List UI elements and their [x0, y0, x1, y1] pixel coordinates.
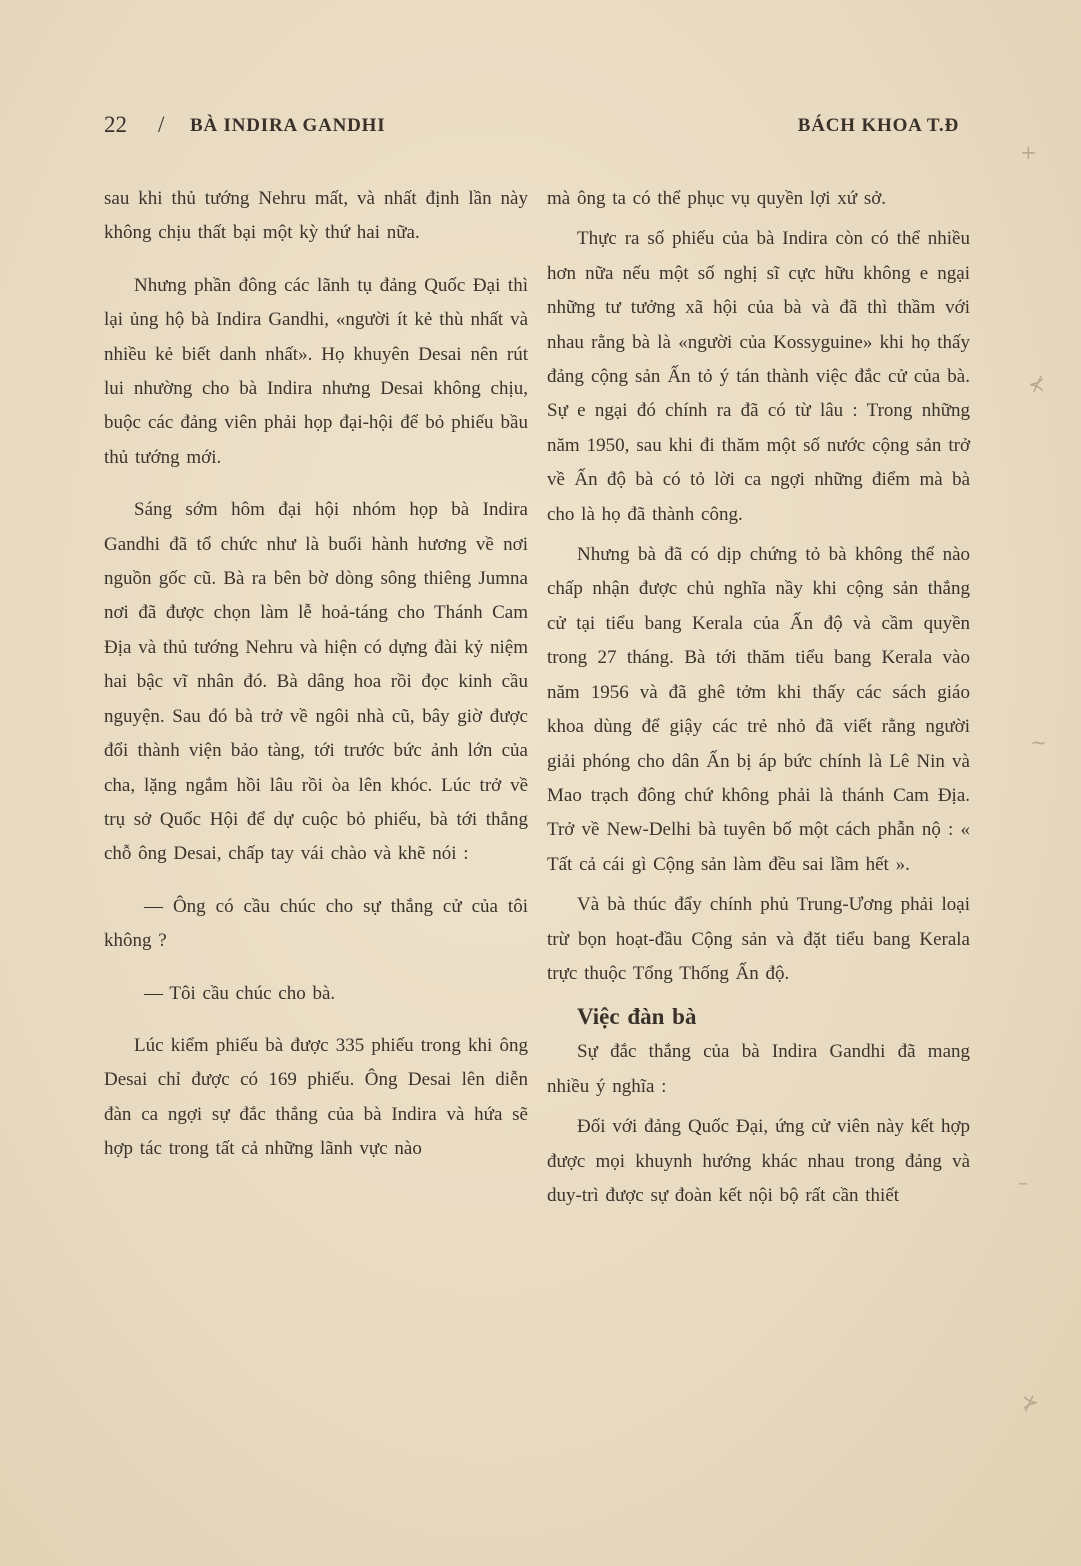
- paper-speck: ⊁: [1022, 1390, 1039, 1414]
- dialogue-line: — Ông có cầu chúc cho sự thắng cử của tôi không ?: [104, 895, 528, 952]
- paragraph: Và bà thúc đẩy chính phủ Trung-Ương phải loại trừ bọn hoạt-đầu Cộng sản và đặt tiểu bang Kerala trực thuộc Tổng Thống Ấn độ.: [547, 894, 970, 984]
- paragraph: Sáng sớm hôm đại hội nhóm họp bà Indira Gandhi đã tổ chức như là buổi hành hương về nơi nguồn gốc cũ. Bà ra bên bờ dòng sông thiêng Jumna nơi đã được chọn làm lễ hoả-táng cho Thánh Cam Địa và thủ tướng Nehru và hiện có dựng đài kỷ niệm hai bậc vĩ nhân đó. Bà dâng hoa rồi đọc kinh cầu nguyện. Sau đó bà trở về ngôi nhà cũ, bây giờ được đổi thành viện bảo tàng, tới trước bức ảnh lớn của cha, lặng ngắm hồi lâu rồi òa lên khóc. Lúc trở về trụ sở Quốc Hội để dự cuộc bỏ phiếu, bà tới thẳng chỗ ông Desai, chấp tay vái chào và khẽ nói :: [104, 499, 528, 865]
- paragraph: Lúc kiểm phiếu bà được 335 phiếu trong khi ông Desai chỉ được có 169 phiếu. Ông Desai lên diễn đàn ca ngợi sự đắc thắng của bà Indira và hứa sẽ hợp tác trong tất cả những lãnh vực nào: [104, 1034, 528, 1160]
- paragraph: sau khi thủ tướng Nehru mất, và nhất định lần này không chịu thất bại một kỳ thứ hai nữa.: [104, 188, 528, 244]
- paragraph: Đối với đảng Quốc Đại, ứng cử viên này kết hợp được mọi khuynh hướng khác nhau trong đảng và duy-trì được sự đoàn kết nội bộ rất cần thiết: [547, 1116, 970, 1206]
- dialogue-line: — Tôi cầu chúc cho bà.: [144, 982, 336, 1004]
- paragraph: Thực ra số phiếu của bà Indira còn có thể nhiều hơn nữa nếu một số nghị sĩ cực hữu không e ngại những tư tưởng xã hội của bà và đã thì thầm với nhau rằng bà là «người của Kossyguine» khi họ thấy đảng cộng sản Ấn tỏ ý tán thành việc đắc cử của bà. Sự e ngại đó chính ra đã có từ lâu : Trong những năm 1950, sau khi đi thăm một số nước cộng sản trở về Ấn độ bà có tỏ lời ca ngợi những điểm mà bà cho là họ đã thành công.: [547, 228, 970, 525]
- paper-speck: ~: [1030, 730, 1047, 754]
- running-title-right: BÁCH KHOA T.Đ: [797, 115, 959, 136]
- paragraph: Nhưng bà đã có dịp chứng tỏ bà không thể nào chấp nhận được chủ nghĩa nầy khi cộng sản thắng cử tại tiểu bang Kerala của Ấn độ và cầm quyền trong 27 tháng. Bà tới thăm tiểu bang Kerala vào năm 1956 và đã ghê tởm khi thấy các sách giáo khoa dùng để giậy các trẻ nhỏ đã viết rằng người giải phóng cho dân Ấn bị áp bức chính là Lê Nin và Mao trạch đông chứ không phải là thánh Cam Địa. Trở về New-Delhi bà tuyên bố một cách phẫn nộ : « Tất cả cái gì Cộng sản làm đều sai lầm hết ».: [547, 544, 970, 875]
- left-column: [104, 182, 528, 1167]
- paper-speck: +: [1020, 140, 1037, 164]
- right-column: [547, 182, 970, 1213]
- page-header: [104, 112, 959, 142]
- paper-speck: –: [1018, 1170, 1028, 1194]
- paper-speck: ⊀: [1028, 372, 1045, 396]
- page-number: 22: [104, 112, 127, 137]
- paragraph: mà ông ta có thể phục vụ quyền lợi xứ sở.: [547, 188, 887, 209]
- running-title-left: BÀ INDIRA GANDHI: [190, 115, 386, 136]
- paragraph: Nhưng phần đông các lãnh tụ đảng Quốc Đại thì lại ủng hộ bà Indira Gandhi, «người ít kẻ thù nhất và nhiều kẻ biết danh nhất». Họ khuyên Desai nên rút lui nhường cho bà Indira nhưng Desai không chịu, buộc các đảng viên phải họp đại-hội để bỏ phiếu bầu thủ tướng mới.: [104, 274, 528, 468]
- paragraph: Sự đắc thắng của bà Indira Gandhi đã mang nhiều ý nghĩa :: [547, 1041, 970, 1097]
- header-separator: /: [158, 112, 165, 137]
- section-heading: Việc đàn bà: [577, 1004, 697, 1030]
